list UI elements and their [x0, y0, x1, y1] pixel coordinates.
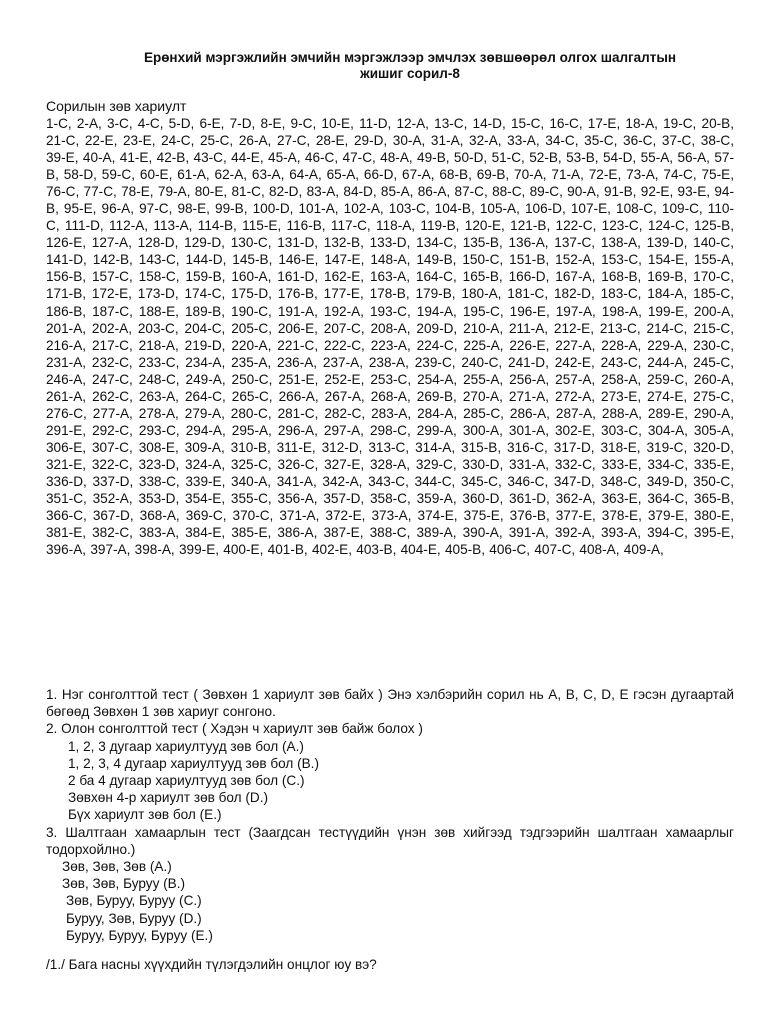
- instruction-item-3: 3. Шалтгаан хамаарлын тест (Заагдсан тестүүдийн үнэн зөв хийгээд тэдгээрийн шалтгаан хамаарлыг тодорхойлно.): [46, 824, 734, 857]
- item2-option: 2 ба 4 дугаар хариултууд зөв бол (C.): [68, 773, 305, 789]
- item3-option: Зөв, Зөв, Зөв (A.): [62, 859, 172, 875]
- item2-option: 1, 2, 3, 4 дугаар хариултууд зөв бол (B.): [68, 755, 319, 771]
- item2-option: Зөвхөн 4-р хариулт зөв бол (D.): [68, 790, 269, 806]
- title-line-2: жишиг сорил-8: [360, 66, 460, 81]
- item3-option: Буруу, Буруу, Буруу (E.): [66, 927, 213, 943]
- item2-option: Бүх хариулт зөв бол (E.): [68, 807, 222, 823]
- item3-option: Зөв, Зөв, Буруу (B.): [62, 876, 186, 892]
- item3-option: Буруу, Зөв, Буруу (D.): [66, 910, 202, 926]
- title-line-1: Ерөнхий мэргэжлийн эмчийн мэргэжлээр эмчлэх зөвшөөрөл олгох шалгалтын: [143, 50, 677, 65]
- test-type-instructions: [46, 686, 734, 944]
- item3-option: Зөв, Буруу, Буруу (C.): [66, 893, 202, 909]
- item2-option: 1, 2, 3 дугаар хариултууд зөв бол (A.): [68, 738, 304, 754]
- question-1: /1./ Бага насны хүүхдийн түлэгдэлийн онцлог юу вэ?: [46, 957, 377, 972]
- answer-key-text: 1-C, 2-A, 3-C, 4-C, 5-D, 6-E, 7-D, 8-E, 9-C, 10-E, 11-D, 12-A, 13-C, 14-D, 15-C, 16-C, 17-E, 18-A, 19-C, 20-B, 21-C, 22-E, 23-E, 24-C, 25-C, 26-A, 27-C, 28-E, 29-D, 30-A, 31-A, 32-A, 33-A, 34-C, 35-C, 36-C, 37-C, 38-C, 39-E, 40-A, 41-E, 42-B, 43-C, 44-E, 45-A, 46-C, 47-C, 48-A, 49-B, 50-D, 51-C, 52-B, 53-B, 54-D, 55-A, 56-A, 57-B, 58-D, 59-C, 60-E, 61-A, 62-A, 63-A, 64-A, 65-A, 66-D, 67-A, 68-B, 69-B, 70-A, 71-A, 72-E, 73-A, 74-C, 75-E, 76-C, 77-C, 78-E, 79-A, 80-E, 81-C, 82-D, 83-A, 84-D, 85-A, 86-A, 87-C, 88-C, 89-C, 90-A, 91-B, 92-E, 93-E, 94-B, 95-E, 96-A, 97-C, 98-E, 99-B, 100-D, 101-A, 102-A, 103-C, 104-B, 105-A, 106-D, 107-E, 108-C, 109-C, 110-C, 111-D, 112-A, 113-A, 114-B, 115-E, 116-B, 117-C, 118-A, 119-B, 120-E, 121-B, 122-C, 123-C, 124-C, 125-B, 126-E, 127-A, 128-D, 129-D, 130-C, 131-D, 132-B, 133-D, 134-C, 135-B, 136-A, 137-C, 138-A, 139-D, 140-C, 141-D, 142-B, 143-C, 144-D, 145-B, 146-E, 147-E, 148-A, 149-B, 150-C, 151-B, 152-A, 153-C, 154-E, 155-A, 156-B, 157-C, 158-C, 159-B, 160-A, 161-D, 162-E, 163-A, 164-C, 165-B, 166-D, 167-A, 168-B, 169-B, 170-C, 171-B, 172-E, 173-D, 174-C, 175-D, 176-B, 177-E, 178-B, 179-B, 180-A, 181-C, 182-D, 183-C, 184-A, 185-C, 186-B, 187-C, 188-E, 189-B, 190-C, 191-A, 192-A, 193-C, 194-A, 195-C, 196-E, 197-A, 198-A, 199-E, 200-A, 201-A, 202-A, 203-C, 204-C, 205-C, 206-E, 207-C, 208-A, 209-D, 210-A, 211-A, 212-E, 213-C, 214-C, 215-C, 216-A, 217-C, 218-A, 219-D, 220-A, 221-C, 222-C, 223-A, 224-C, 225-A, 226-E, 227-A, 228-A, 229-A, 230-C, 231-A, 232-C, 233-C, 234-A, 235-A, 236-A, 237-A, 238-A, 239-C, 240-C, 241-D, 242-E, 243-C, 244-A, 245-C, 246-A, 247-C, 248-C, 249-A, 250-C, 251-E, 252-E, 253-C, 254-A, 255-A, 256-A, 257-A, 258-A, 259-C, 260-A, 261-A, 262-C, 263-A, 264-C, 265-C, 266-A, 267-A, 268-A, 269-B, 270-A, 271-A, 272-A, 273-E, 274-E, 275-C, 276-C, 277-A, 278-A, 279-A, 280-C, 281-C, 282-C, 283-A, 284-A, 285-C, 286-A, 287-A, 288-A, 289-E, 290-A, 291-E, 292-C, 293-C, 294-A, 295-A, 296-A, 297-A, 298-C, 299-A, 300-A, 301-A, 302-E, 303-C, 304-A, 305-A, 306-E, 307-C, 308-E, 309-A, 310-B, 311-E, 312-D, 313-C, 314-A, 315-B, 316-C, 317-D, 318-E, 319-C, 320-D, 321-E, 322-C, 323-D, 324-A, 325-C, 326-C, 327-E, 328-A, 329-C, 330-D, 331-A, 332-C, 333-E, 334-C, 335-E, 336-D, 337-D, 338-C, 339-E, 340-A, 341-A, 342-A, 343-C, 344-C, 345-C, 346-C, 347-D, 348-C, 349-D, 350-C, 351-C, 352-A, 353-D, 354-E, 355-C, 356-A, 357-D, 358-C, 359-A, 360-D, 361-D, 362-A, 363-E, 364-C, 365-B, 366-C, 367-D, 368-A, 369-C, 370-C, 371-A, 372-E, 373-A, 374-E, 375-E, 376-B, 377-E, 378-E, 379-E, 380-E, 381-E, 382-C, 383-A, 384-E, 385-E, 386-A, 387-E, 388-C, 389-A, 390-A, 391-A, 392-A, 393-A, 394-C, 395-E, 396-A, 397-A, 398-A, 399-E, 400-E, 401-B, 402-E, 403-B, 404-E, 405-B, 406-C, 407-C, 408-A, 409-A,: [46, 116, 734, 558]
- answers-heading: Сорилын зөв хариулт: [46, 98, 187, 114]
- instruction-item-1: 1. Нэг сонголттой тест ( Зөвхөн 1 хариулт зөв байх ) Энэ хэлбэрийн сорил нь A, B, C, D, E гэсэн дугаартай бөгөөд Зөвхөн 1 зөв хариуг сонгоно.: [46, 687, 734, 720]
- document-title: [40, 50, 760, 82]
- instruction-item-2: 2. Олон сонголттой тест ( Хэдэн ч хариулт зөв байж болох ): [46, 721, 423, 737]
